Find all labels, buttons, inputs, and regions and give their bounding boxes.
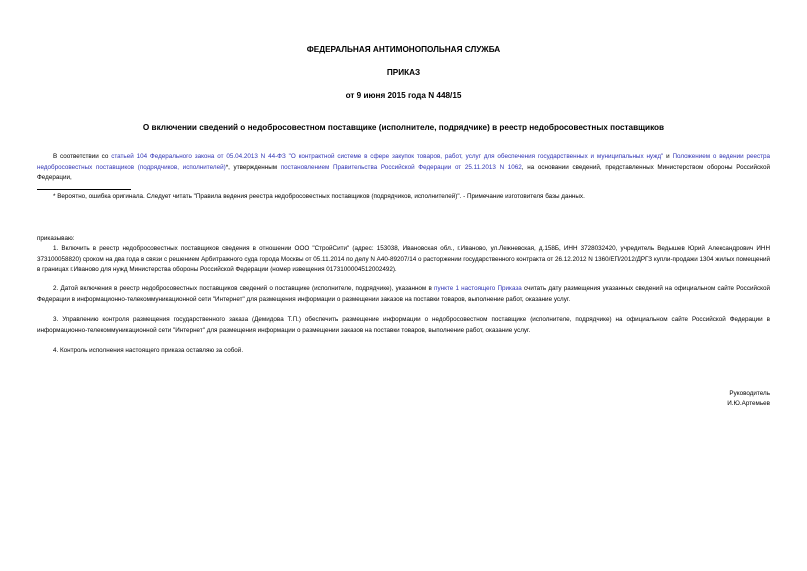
order-item-2 xyxy=(37,284,770,305)
link-federal-law-44fz[interactable]: статьей 104 Федерального закона от 05.04.2013 N 44-ФЗ "О контрактной системе в сфере закупок товаров, работ, услуг для обеспечения государственных и муниципальных нужд" xyxy=(111,153,664,160)
preamble-text-4: , на основании сведений, представленных Министерством обороны Российской Федерации, xyxy=(37,163,770,182)
footnote xyxy=(37,192,770,203)
order-item-2-text-b: считать дату размещения указанных сведений на официальном сайте Российской Федерации в информационно-телекоммуникационной сети "Интернет" для размещения информации о размещении заказов на поставки товаров, выполнение работ, оказание услуг. xyxy=(37,285,771,303)
document-page xyxy=(37,0,770,571)
document-type: ПРИКАЗ xyxy=(386,68,421,77)
order-word: приказываю: xyxy=(37,235,75,242)
order-item-1 xyxy=(37,244,770,276)
document-subject: О включении сведений о недобросовестном поставщике (исполнителе, подрядчике) в реестр недобросовестных поставщиков xyxy=(142,123,665,132)
preamble-text-3: *, утвержденным xyxy=(225,163,281,171)
order-item-4 xyxy=(37,346,770,357)
preamble-text-1: В соответствии со xyxy=(53,153,112,160)
footnote-text: * Вероятно, ошибка оригинала. Следует читать "Правила ведения реестра недобросовестных поставщиков (подрядчиков, исполнителей)". - Примечание изготовителя базы данных. xyxy=(53,193,585,200)
link-registry-regulation[interactable]: Положением о ведении реестра недобросовестных поставщиков (подрядчиков, исполнителей) xyxy=(37,153,770,171)
link-paragraph-1[interactable]: пункте 1 настоящего Приказа xyxy=(434,285,522,292)
link-government-decree-1062[interactable]: постановлением Правительства Российской Федерации от 25.11.2013 N 1062 xyxy=(280,163,522,171)
agency-title: ФЕДЕРАЛЬНАЯ АНТИМОНОПОЛЬНАЯ СЛУЖБА xyxy=(306,45,501,54)
order-item-3-text: 3. Управлению контроля размещения государственного заказа (Демидова Т.П.) обеспечить размещение информации о недобросовестном поставщике (исполнителе, подрядчике) на официальном сайте Российской Федерации в информационно-телекоммуникационной сети "Интернет" для размещения информации о размещении заказов на поставки товаров, выполнение работ, оказание услуг. xyxy=(37,316,770,334)
signatory-position: Руководитель xyxy=(729,390,770,397)
order-item-2-text-a: 2. Датой включения в реестр недобросовестных поставщиков сведений о поставщике (исполнителе, подрядчике), указанном в xyxy=(53,285,435,292)
document-date-number: от 9 июня 2015 года N 448/15 xyxy=(345,91,462,100)
preamble-text-2: и xyxy=(663,153,673,160)
order-item-4-text: 4. Контроль исполнения настоящего приказа оставляю за собой. xyxy=(53,347,244,354)
preamble-paragraph xyxy=(37,152,770,184)
signatory-name: И.Ю.Артемьев xyxy=(727,400,770,407)
order-item-3 xyxy=(37,315,770,336)
footnote-divider xyxy=(37,189,131,190)
order-item-1-text: 1. Включить в реестр недобросовестных поставщиков сведения в отношении ООО "СтройСити" (адрес: 153038, Ивановская обл., г.Иваново, ул.Лежневская, д.158Б, ИНН 3728032420, учредитель Ведышев Юрий Александрович ИНН 373100058820) сроком на два года в связи с решением Арбитражного суда города Москвы от 05.11.2014 по делу N А40-89207/14 о расторжении государственного контракта от 26.12.2012 N 1360/ЕП/2012/ДРГЗ купли-продажи 1304 жилых помещений в границах г.Иваново для нужд Министерства обороны Российской Федерации (номер извещения 0173100004512002492). xyxy=(37,245,770,274)
